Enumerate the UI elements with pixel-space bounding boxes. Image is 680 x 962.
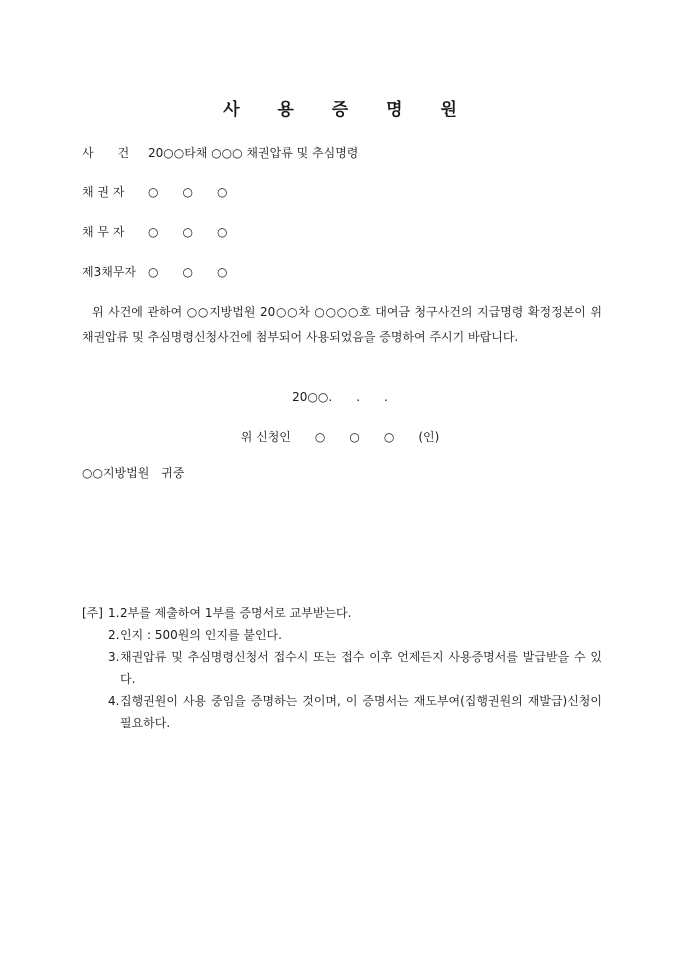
field-debtor-value: ○ ○ ○ [148,225,228,239]
field-third-debtor [82,264,227,280]
field-creditor-value: ○ ○ ○ [148,185,228,199]
request-paragraph: 위 사건에 관하여 ○○지방법원 20○○차 ○○○○호 대여금 청구사건의 지급명령 확정정본이 위 채권압류 및 추심명령신청사건에 첨부되어 사용되었음을 증명하여 주시기 바랍니다. [82,305,602,344]
field-third-debtor-value: ○ ○ ○ [148,265,228,279]
note-number: 3. [108,650,120,664]
court-addressee: ○○지방법원 귀중 [82,466,185,480]
note-item [82,602,602,624]
note-item [82,690,602,734]
applicant-line: 위 신청인 ○ ○ ○ (인) [240,430,440,444]
field-case [82,145,358,161]
field-debtor-label: 채 무 자 [82,225,125,239]
field-case-value: 20○○타채 ○○○ 채권압류 및 추심명령 [148,146,359,160]
note-item [82,624,602,646]
notes-section [82,602,602,734]
note-number: 1. [108,606,120,620]
field-debtor [82,224,227,240]
date-line: 20○○. . . [292,390,388,404]
field-creditor [82,184,227,200]
field-case-label: 사 건 [82,146,130,160]
document-title: 사 용 증 명 원 [223,100,473,120]
note-number: 4. [108,694,120,708]
note-text: 인지 : 500원의 인지를 붙인다. [120,628,282,642]
note-text: 채권압류 및 추심명령신청서 접수시 또는 접수 이후 언제든지 사용증명서를 발급받을 수 있다. [120,650,602,686]
notes-prefix: [주] [82,606,103,620]
field-creditor-label: 채 권 자 [82,185,125,199]
note-number: 2. [108,628,120,642]
note-text: 2부를 제출하여 1부를 증명서로 교부받는다. [120,606,352,620]
note-item [82,646,602,690]
field-third-debtor-label: 제3채무자 [82,265,137,279]
note-text: 집행권원이 사용 중임을 증명하는 것이며, 이 증명서는 재도부여(집행권원의 재발급)신청이 필요하다. [120,694,602,730]
